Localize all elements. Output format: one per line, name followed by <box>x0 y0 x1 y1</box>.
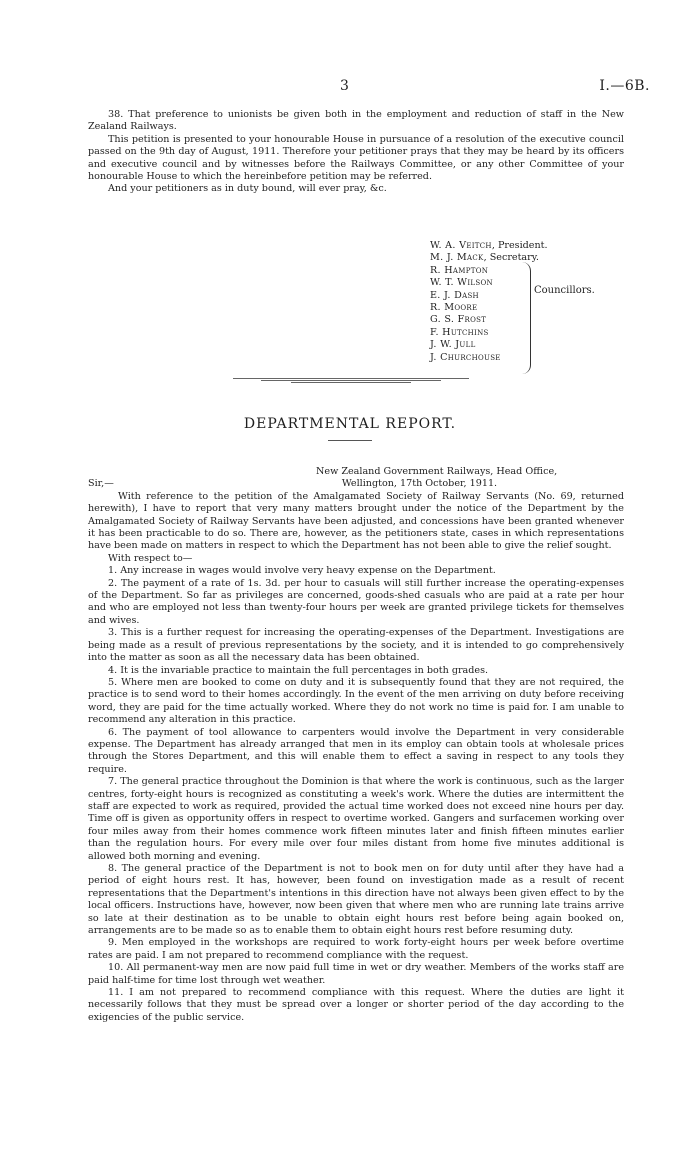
report-point: 8. The general practice of the Department is not to book men on for duty until after they have had a period of eight hours rest. It has, however, been found on investigation made as a result of recent representations that the Department's intentions in this direction have not always been given effect to by the local officers. Instructions have, however, now been given that where men who are running late trains arrive so late at their destination as to be unable to obtain eight hours rest before being again booked on, arrangements are to be made so as to enable them to obtain eight hours rest before resuming duty. <box>88 863 624 937</box>
report-point: 2. The payment of a rate of 1s. 3d. per hour to casuals will still further increase the operating-expenses of the Department. So far as privileges are concerned, goods-shed casuals who are paid at a rate per hour and who are employed not less than twenty-four hours per week are granted privilege tickets for themselves and wives. <box>88 577 624 626</box>
report-body <box>88 466 624 1024</box>
signatory-councillor: R. Hampton <box>430 264 489 276</box>
report-opening: With reference to the petition of the Amalgamated Society of Railway Servants (No. 69, returned herewith), I have to report that very many matters brought under the notice of the Department by the Amalgamated Society of Railway Servants have been adjusted, and concessions have been granted whenever it has been practicable to do so. There are, however, as the petitioners state, cases in which representations have been made on matters in respect to which the Department has not been able to give the relief sought. <box>88 490 624 552</box>
report-point: 6. The payment of tool allowance to carpenters would involve the Department in very considerable expense. The Department has already arranged that men in its employ can obtain tools at wholesale prices through the Stores Department, and this will enable them to effect a saving in respect to any tools they require. <box>88 726 624 775</box>
report-point: 11. I am not prepared to recommend compliance with this request. Where the duties are light it necessarily follows that they must be spread over a longer or shorter period of the day according to the exigencies of the public service. <box>88 987 624 1023</box>
signatory-president: W. A. Veitch, President. <box>430 240 548 251</box>
signatory-secretary: M. J. Mack, Secretary. <box>430 252 539 264</box>
petition-paragraph: This petition is presented to your honourable House in pursuance of a resolution of the executive council passed on the 9th day of August, 1911. Therefore your petitioner prays that they may be heard by its officers and executive council and by witnesses before the Railways Committee, or any other Committee of your honourable House to which the hereinbefore petition may be referred. <box>88 133 624 183</box>
section-divider <box>233 377 469 383</box>
report-address-line2: Wellington, 17th October, 1911. <box>341 478 498 490</box>
report-point: 4. It is the invariable practice to maintain the full percentages in both grades. <box>108 664 489 676</box>
signatory-councillor: J. Churchouse <box>430 351 501 363</box>
signatory-councillor: R. Moore <box>430 302 478 314</box>
councillors-label: Councillors. <box>534 285 595 296</box>
report-salutation: Sir,— <box>88 478 114 490</box>
page-number: 3 <box>340 78 350 94</box>
signatory-councillor: E. J. Dash <box>430 289 479 301</box>
report-salutation-line <box>88 478 624 490</box>
signatory-councillor: W. T. Wilson <box>430 277 493 289</box>
signatory-councillor: G. S. Frost <box>430 314 487 326</box>
title-rule <box>328 440 372 441</box>
report-title: DEPARTMENTAL REPORT. <box>243 416 457 432</box>
document-reference: I.—6B. <box>599 78 650 94</box>
report-point: 5. Where men are booked to come on duty and it is subsequently found that they are not required, the practice is to send word to their homes accordingly. In the event of the men arriving on duty before receiving word, they are paid for the time actually worked. Where they do not work no time is paid for. I am unable to recommend any alteration in this practice. <box>88 676 624 726</box>
councillors-brace <box>522 262 531 374</box>
signatory-councillor: J. W. Jull <box>430 339 476 351</box>
report-address-line1: New Zealand Government Railways, Head Office, <box>316 466 558 477</box>
petition-text <box>88 109 624 196</box>
report-point: 9. Men employed in the workshops are required to work forty-eight hours per week before overtime rates are paid. I am not prepared to recommend compliance with the request. <box>88 937 624 961</box>
report-point: 10. All permanent-way men are now paid full time in wet or dry weather. Members of the works staff are paid half-time for time lost through wet weather. <box>88 962 624 986</box>
petition-item-38: 38. That preference to unionists be given both in the employment and reduction of staff in the New Zealand Railways. <box>88 109 624 133</box>
petition-closing: And your petitioners as in duty bound, will ever pray, &c. <box>108 183 387 195</box>
report-point: 3. This is a further request for increasing the operating-expenses of the Department. Investigations are being made as a result of previous representations by the society, and it is intended to go comprehensively into the matter as soon as all the necessary data has been obtained. <box>88 627 624 664</box>
report-with-respect: With respect to— <box>108 552 193 564</box>
signatory-councillor: F. Hutchins <box>430 326 489 338</box>
report-point: 7. The general practice throughout the Dominion is that where the work is continuous, such as the larger centres, forty-eight hours is recognized as constituting a week's work. Where the duties are intermittent the staff are expected to work as required, provided the actual time worked does not exceed nine hours per day. Time off is given as opportunity offers in respect to overtime worked. Gangers and surfacemen working over four miles away from their homes commence work fifteen minutes later and finish fifteen minutes earlier than the regulation hours. For every mile over four miles distant from home five minutes additional is allowed both morning and evening. <box>88 776 624 862</box>
report-point: 1. Any increase in wages would involve very heavy expense on the Department. <box>108 565 496 577</box>
